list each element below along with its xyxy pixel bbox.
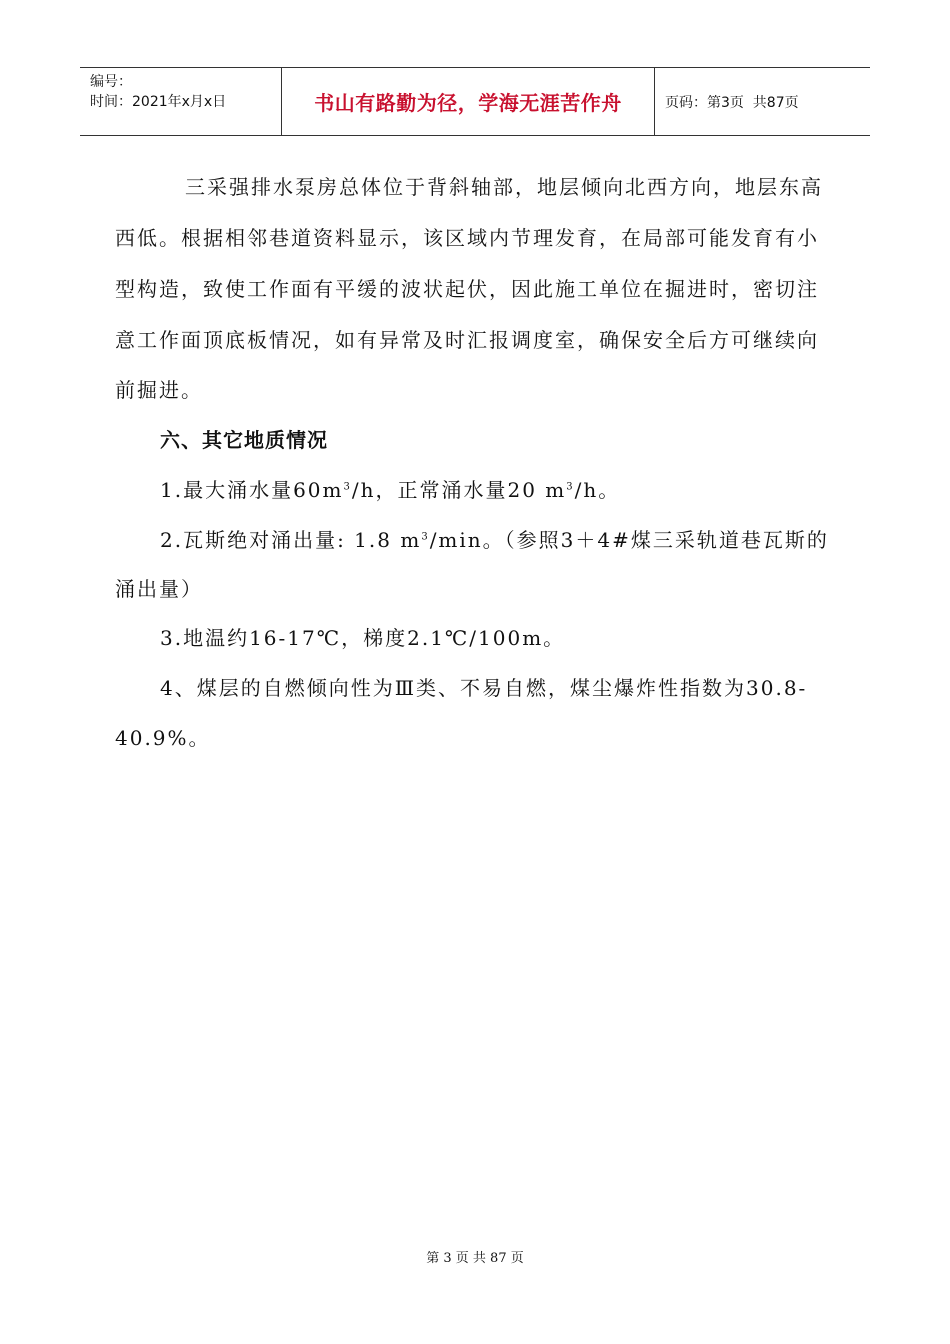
list-item-text: /h，正常涌水量20 m <box>351 478 567 502</box>
header-motto: 书山有路勤为径，学海无涯苦作舟 <box>314 91 622 115</box>
document-number-label: 编号： <box>90 74 132 90</box>
paragraph-line: 型构造，致使工作面有平缓的波状起伏，因此施工单位在掘进时，密切注 <box>115 277 819 301</box>
superscript: 3 <box>421 531 430 543</box>
list-item-2-continued: 涌出量） <box>115 577 203 601</box>
paragraph-line: 三采强排水泵房总体位于背斜轴部，地层倾向北西方向，地层东高 <box>185 175 823 199</box>
paragraph-line: 西低。根据相邻巷道资料显示，该区域内节理发育，在局部可能发育有小 <box>115 226 819 250</box>
header-left-cell <box>80 68 282 135</box>
list-item-text: 1.最大涌水量60m <box>160 478 344 502</box>
list-item-text: 2.瓦斯绝对涌出量: 1.8 m <box>160 528 422 552</box>
header-page-cell <box>655 68 870 135</box>
list-item-1 <box>160 474 620 503</box>
document-time-label: 时间：2021年x月x日 <box>90 94 227 110</box>
list-item-2 <box>160 524 829 553</box>
superscript: 3 <box>566 481 575 493</box>
header-motto-cell <box>282 68 655 135</box>
list-item-3: 3.地温约16-17℃，梯度2.1℃/100m。 <box>160 626 566 650</box>
list-item-4: 4、煤层的自燃倾向性为Ⅲ类、不易自燃，煤尘爆炸性指数为30.8- <box>160 676 808 700</box>
page-header <box>80 67 870 136</box>
list-item-text: /h。 <box>574 478 621 502</box>
list-item-4-continued: 40.9%。 <box>115 726 211 750</box>
page-footer: 第 3 页 共 87 页 <box>426 1251 524 1266</box>
paragraph-line: 前掘进。 <box>115 378 203 402</box>
header-page-info: 页码：第3页 共87页 <box>665 94 799 111</box>
paragraph-line: 意工作面顶底板情况，如有异常及时汇报调度室，确保安全后方可继续向 <box>115 328 819 352</box>
list-item-text: /min。（参照3＋4#煤三采轨道巷瓦斯的 <box>429 528 829 552</box>
section-heading: 六、其它地质情况 <box>160 428 328 452</box>
superscript: 3 <box>343 481 352 493</box>
